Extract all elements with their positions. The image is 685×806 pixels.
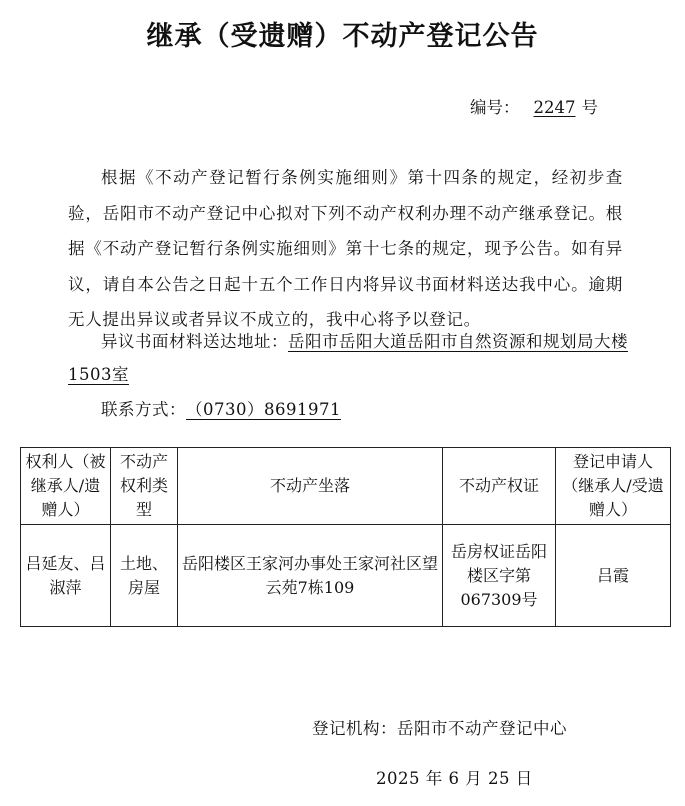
announcement-body: 根据《不动产登记暂行条例实施细则》第十四条的规定，经初步查验，岳阳市不动产登记中心拟对下列不动产权利办理不动产继承登记。根据《不动产登记暂行条例实施细则》第十七条的规定，现予公告。如有异议，请自本公告之日起十五个工作日内将异议书面材料送达我中心。逾期无人提出异议或者异议不成立的，我中心将予以登记。 bbox=[68, 168, 623, 329]
cell-holder: 吕延友、吕淑萍 bbox=[21, 525, 111, 627]
cell-certificate: 岳房权证岳阳楼区字第067309号 bbox=[443, 525, 556, 627]
header-certificate: 不动产权证 bbox=[443, 448, 556, 525]
contact-info bbox=[101, 396, 367, 420]
contact-phone: （0730）8691971 bbox=[186, 400, 341, 419]
serial-value: 2247 bbox=[533, 98, 576, 117]
table-header-row bbox=[21, 448, 671, 525]
cell-right-type: 土地、房屋 bbox=[111, 525, 178, 627]
serial-number bbox=[470, 94, 598, 118]
header-holder: 权利人（被继承人/遗赠人） bbox=[21, 448, 111, 525]
property-rights-table bbox=[20, 447, 671, 627]
table-row bbox=[21, 525, 671, 627]
cell-applicant: 吕霞 bbox=[556, 525, 671, 627]
page-title: 继承（受遗赠）不动产登记公告 bbox=[146, 21, 539, 52]
authority-label: 登记机构： bbox=[312, 719, 397, 738]
objection-address bbox=[68, 325, 628, 391]
announcement-date: 2025 年 6 月 25 日 bbox=[376, 769, 533, 788]
serial-suffix: 号 bbox=[581, 98, 598, 117]
header-location: 不动产坐落 bbox=[178, 448, 443, 525]
header-applicant: 登记申请人（继承人/受遗赠人） bbox=[556, 448, 671, 525]
registration-authority bbox=[312, 715, 567, 739]
serial-label: 编号： bbox=[470, 98, 520, 117]
contact-label: 联系方式： bbox=[101, 400, 186, 419]
address-value: 岳阳市岳阳大道岳阳市自然资源和规划局大楼1503室 bbox=[68, 332, 628, 384]
authority-name: 岳阳市不动产登记中心 bbox=[397, 719, 567, 738]
address-label: 异议书面材料送达地址： bbox=[101, 332, 288, 351]
cell-location: 岳阳楼区王家河办事处王家河社区望云苑7栋109 bbox=[178, 525, 443, 627]
header-right-type: 不动产权利类型 bbox=[111, 448, 178, 525]
